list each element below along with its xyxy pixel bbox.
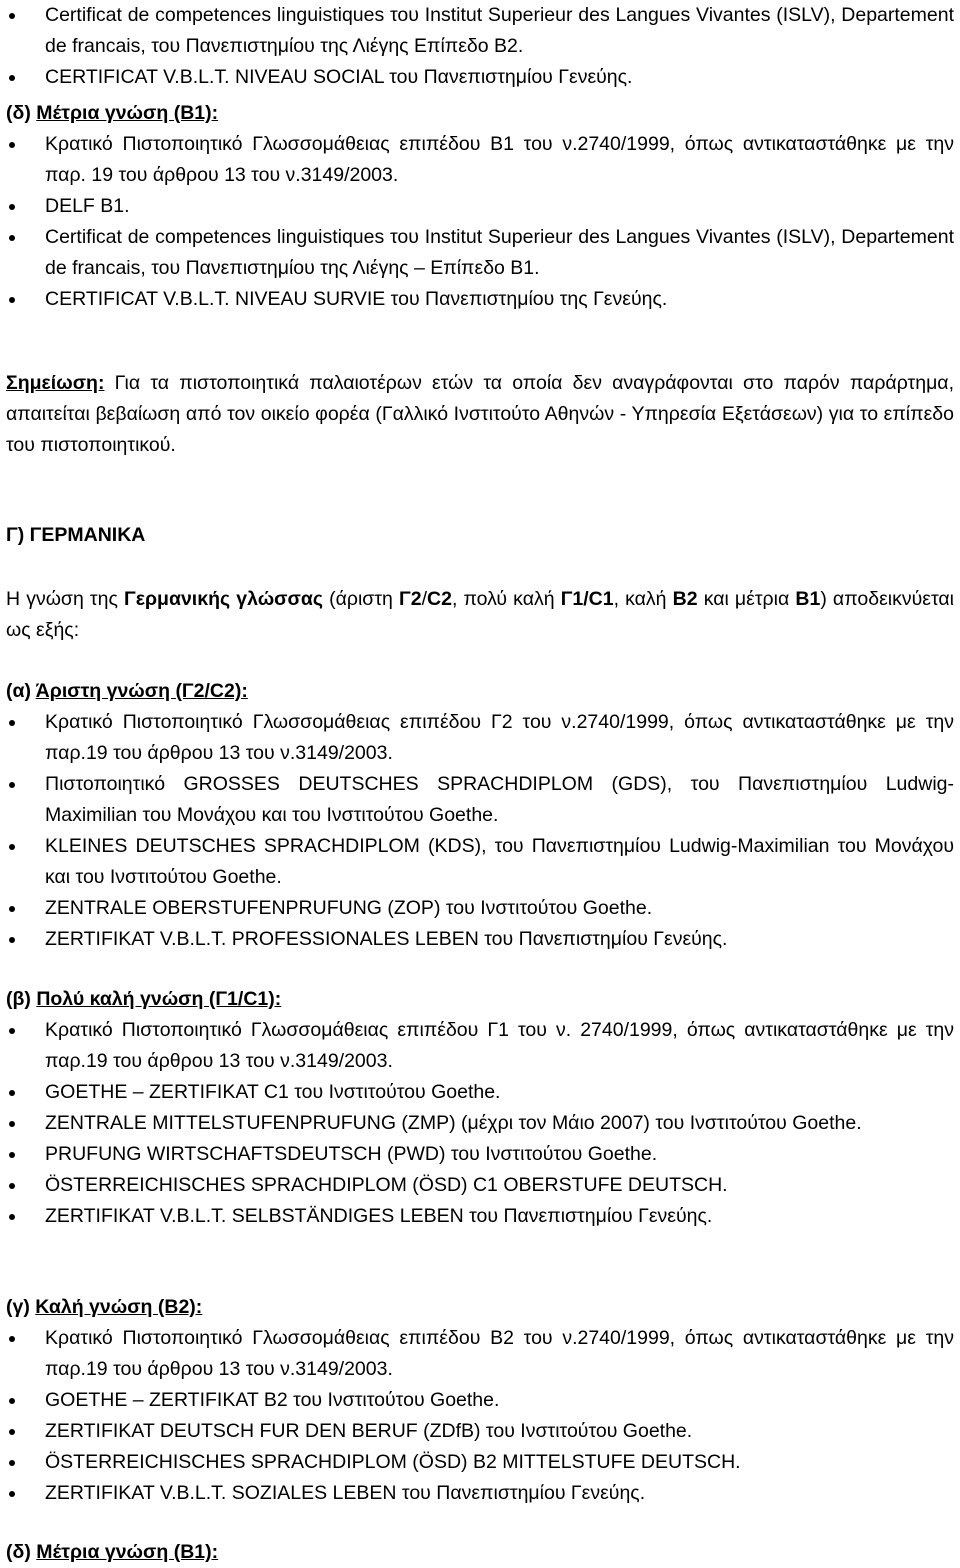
german-c2-heading xyxy=(6,676,954,707)
list-item: Πιστοποιητικό GROSSES DEUTSCHES SPRACHDIPLOM (GDS), του Πανεπιστημίου Ludwig-Maximilian του Μονάχου και του Ινστιτούτου Goethe. xyxy=(6,769,954,831)
list-item: ZERTIFIKAT V.B.L.T. SOZIALES LEBEN του Πανεπιστημίου Γενεύης. xyxy=(6,1478,954,1509)
list-item: Κρατικό Πιστοποιητικό Γλωσσομάθειας επιπέδου Γ1 του ν. 2740/1999, όπως αντικαταστάθηκε με την παρ.19 του άρθρου 13 του ν.3149/2003. xyxy=(6,1015,954,1077)
list-item: ZENTRALE OBERSTUFENPRUFUNG (ZOP) του Ινστιτούτου Goethe. xyxy=(6,893,954,924)
section-prefix: (β) xyxy=(6,988,37,1010)
list-item: PRUFUNG WIRTSCHAFTSDEUTSCH (PWD) του Ινστιτούτου Goethe. xyxy=(6,1139,954,1170)
section-title: Καλή γνώση (Β2): xyxy=(35,1296,203,1318)
list-item: GOETHE – ZERTIFIKAT B2 του Ινστιτούτου Goethe. xyxy=(6,1385,954,1416)
list-item: Κρατικό Πιστοποιητικό Γλωσσομάθειας επιπέδου Β1 του ν.2740/1999, όπως αντικαταστάθηκε με την παρ. 19 του άρθρου 13 του ν.3149/2003. xyxy=(6,129,954,191)
german-b2-heading xyxy=(6,1292,954,1323)
list-item: Κρατικό Πιστοποιητικό Γλωσσομάθειας επιπέδου Γ2 του ν.2740/1999, όπως αντικαταστάθηκε με την παρ.19 του άρθρου 13 του ν.3149/2003. xyxy=(6,707,954,769)
list-item: ZENTRALE MITTELSTUFENPRUFUNG (ZMP) (μέχρι τον Μάιο 2007) του Ινστιτούτου Goethe. xyxy=(6,1108,954,1139)
section-prefix: (α) xyxy=(6,680,36,702)
french-b1-list xyxy=(6,129,954,315)
list-item: ZERTIFIKAT DEUTSCH FUR DEN BERUF (ZDfB) του Ινστιτούτου Goethe. xyxy=(6,1416,954,1447)
german-section-heading: Γ) ΓΕΡΜΑΝΙΚΑ xyxy=(6,524,146,546)
section-prefix: (δ) xyxy=(6,1541,37,1563)
list-item: ZERTIFIKAT V.B.L.T. PROFESSIONALES LEBEN του Πανεπιστημίου Γενεύης. xyxy=(6,924,954,955)
section-title: Πολύ καλή γνώση (Γ1/C1): xyxy=(36,988,282,1010)
list-item: KLEINES DEUTSCHES SPRACHDIPLOM (KDS), του Πανεπιστημίου Ludwig-Maximilian του Μονάχου και του Ινστιτούτου Goethe. xyxy=(6,831,954,893)
list-item: Certificat de competences linguistiques του Institut Superieur des Langues Vivantes (ISLV), Departement de francais, του Πανεπιστημίου της Λιέγης – Επίπεδο Β1. xyxy=(6,222,954,284)
german-c1-heading xyxy=(6,984,954,1015)
french-top-list xyxy=(6,0,954,93)
list-item: ÖSTERREICHISCHES SPRACHDIPLOM (ÖSD) B2 MITTELSTUFE DEUTSCH. xyxy=(6,1447,954,1478)
german-c1-list xyxy=(6,1015,954,1232)
note-label: Σημείωση: xyxy=(6,372,105,394)
german-c2-list xyxy=(6,707,954,955)
section-prefix: (γ) xyxy=(6,1296,36,1318)
list-item: Certificat de competences linguistiques του Institut Superieur des Langues Vivantes (ISLV), Departement de francais, του Πανεπιστημίου της Λιέγης Επίπεδο Β2. xyxy=(6,0,954,62)
german-b2-list xyxy=(6,1323,954,1509)
list-item: ÖSTERREICHISCHES SPRACHDIPLOM (ÖSD) C1 OBERSTUFE DEUTSCH. xyxy=(6,1170,954,1201)
note-paragraph xyxy=(6,368,954,461)
list-item: DELF B1. xyxy=(6,191,954,222)
note-text: Για τα πιστοποιητικά παλαιοτέρων ετών τα οποία δεν αναγράφονται στο παρόν παράρτημα, απαιτείται βεβαίωση από τον οικείο φορέα (Γαλλικό Ινστιτούτο Αθηνών - Υπηρεσία Εξετάσεων) για το επίπεδο του πιστοποιητικού. xyxy=(6,372,954,456)
list-item: CERTIFICAT V.B.L.T. NIVEAU SOCIAL του Πανεπιστημίου Γενεύης. xyxy=(6,62,954,93)
section-title: Μέτρια γνώση (Β1): xyxy=(36,102,219,124)
german-b1-heading xyxy=(6,1537,954,1568)
list-item: ZERTIFIKAT V.B.L.T. SELBSTÄNDIGES LEBEN του Πανεπιστημίου Γενεύης. xyxy=(6,1201,954,1232)
section-prefix: (δ) xyxy=(6,102,37,124)
list-item: CERTIFICAT V.B.L.T. NIVEAU SURVIE του Πανεπιστημίου της Γενεύης. xyxy=(6,284,954,315)
french-b1-heading xyxy=(6,98,954,129)
section-title: Μέτρια γνώση (Β1): xyxy=(36,1541,219,1563)
list-item: GOETHE – ZERTIFIKAT C1 του Ινστιτούτου Goethe. xyxy=(6,1077,954,1108)
german-intro: Η γνώση της Γερμανικής γλώσσας (άριστη Γ2/C2, πολύ καλή Γ1/C1, καλή Β2 και μέτρια Β1) αποδεικνύεται ως εξής: xyxy=(6,588,954,641)
section-title: Άριστη γνώση (Γ2/C2): xyxy=(35,680,248,702)
list-item: Κρατικό Πιστοποιητικό Γλωσσομάθειας επιπέδου Β2 του ν.2740/1999, όπως αντικαταστάθηκε με την παρ.19 του άρθρου 13 του ν.3149/2003. xyxy=(6,1323,954,1385)
